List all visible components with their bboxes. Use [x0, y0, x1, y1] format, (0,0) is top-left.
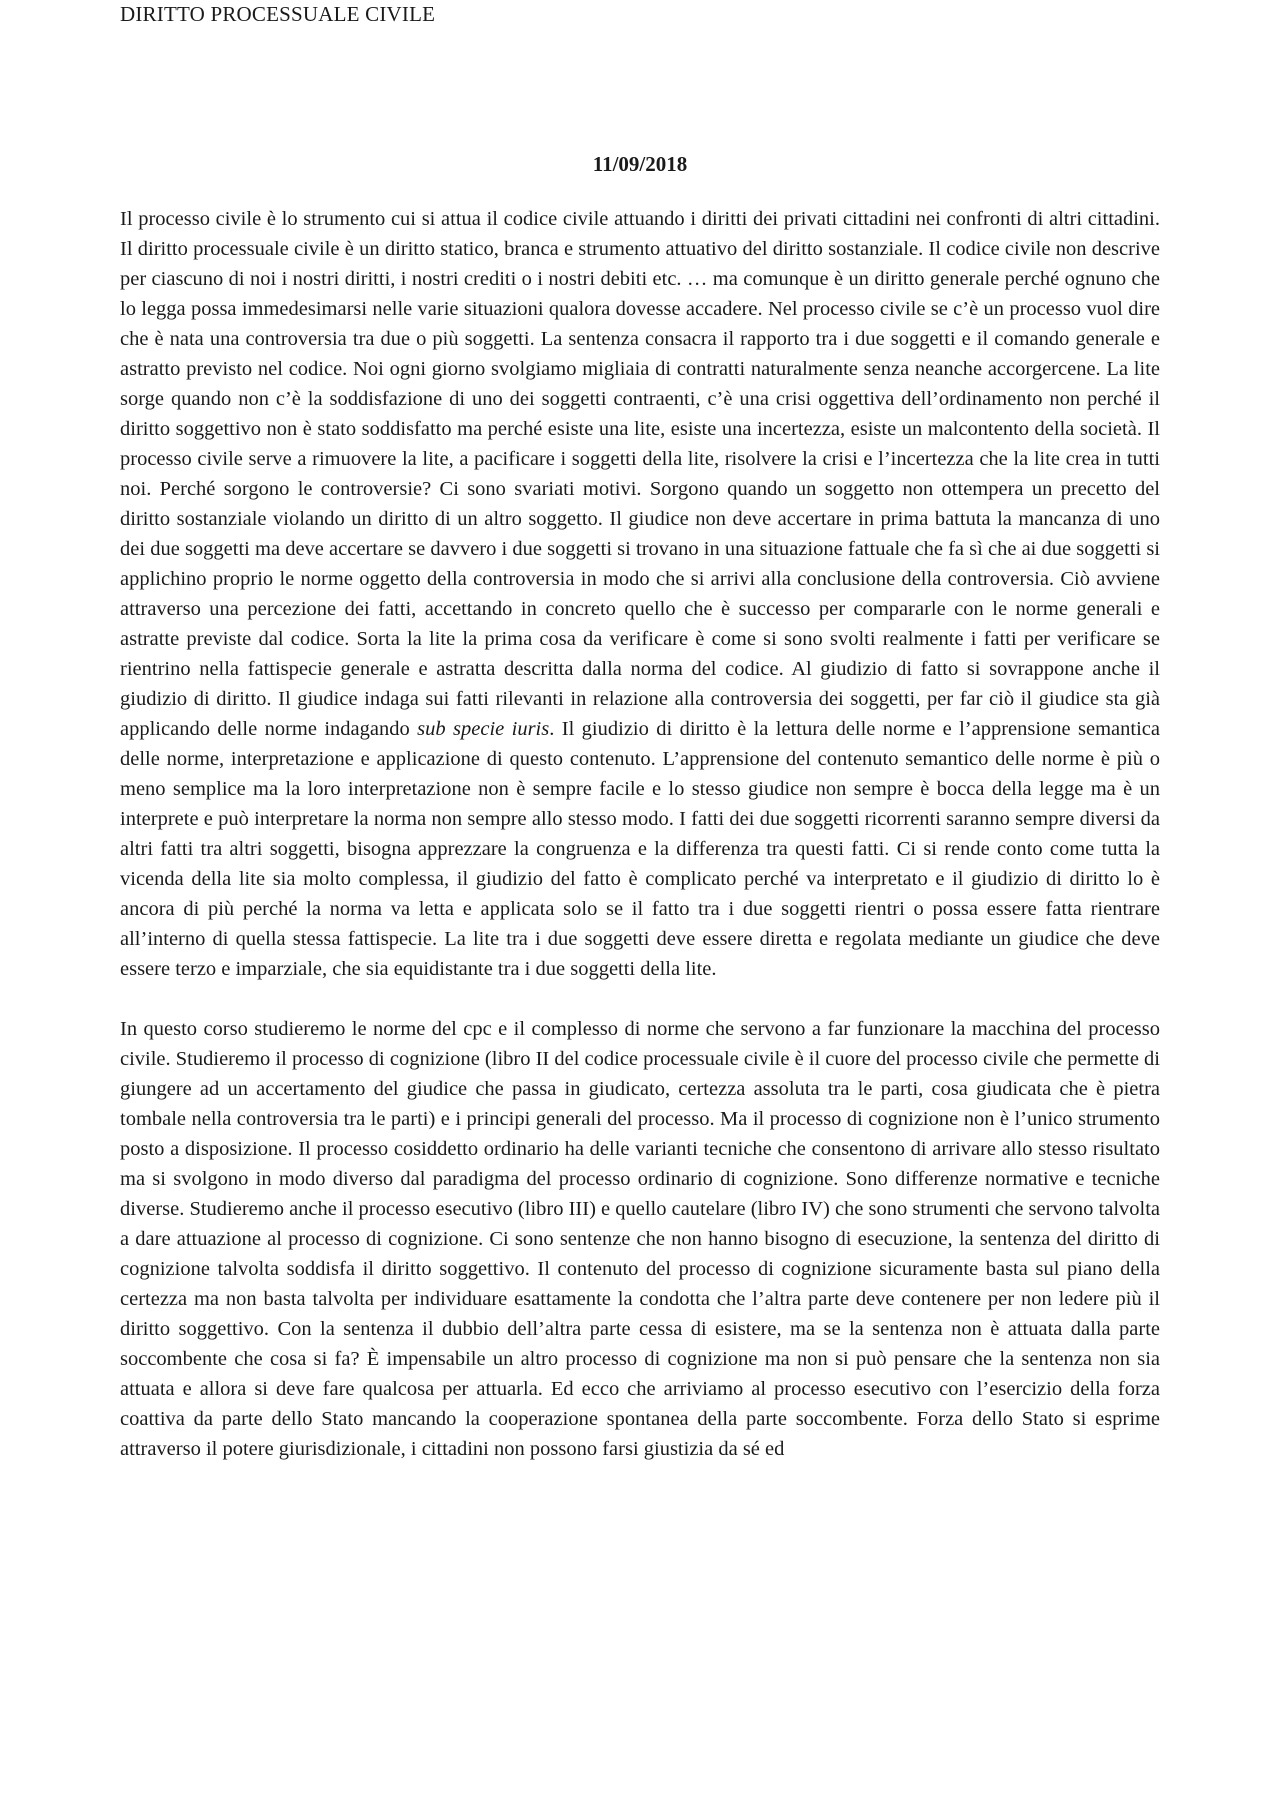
running-header: DIRITTO PROCESSUALE CIVILE — [120, 2, 436, 26]
lecture-date-heading: 11/09/2018 — [592, 152, 688, 176]
paragraph-2 — [120, 1014, 1160, 1464]
paragraph-1-text-before-italic: Il processo civile è lo strumento cui si attua il codice civile attuando i diritti dei privati cittadini nei confronti di altri cittadini. Il diritto processuale civile è un diritto statico, branca e strumento attuativo del diritto sostanziale. Il codice civile non descrive per ciascuno di noi i nostri diritti, i nostri crediti o i nostri debiti etc. … ma comunque è un diritto generale perché ognuno che lo legga possa immedesimarsi nelle varie situazioni qualora dovesse accadere. Nel processo civile se c’è un processo vuol dire che è nata una controversia tra due o più soggetti. La sentenza consacra il rapporto tra i due soggetti e il comando generale e astratto previsto nel codice. Noi ogni giorno svolgiamo migliaia di contratti naturalmente senza neanche accorgercene. La lite sorge quando non c’è la soddisfazione di uno dei soggetti contraenti, c’è una crisi oggettiva dell’ordinamento non perché il diritto soggettivo non è stato soddisfatto ma perché esiste una lite, esiste una incertezza, esiste un malcontento della società. Il processo civile serve a rimuovere la lite, a pacificare i soggetti della lite, risolvere la crisi e l’incertezza che la lite crea in tutti noi. Perché sorgono le controversie? Ci sono svariati motivi. Sorgono quando un soggetto non ottempera un precetto del diritto sostanziale violando un diritto di un altro soggetto. Il giudice non deve accertare in prima battuta la mancanza di uno dei due soggetti ma deve accertare se davvero i due soggetti si trovano in una situazione fattuale che fa sì che ai due soggetti si applichino proprio le norme oggetto della controversia in modo che si arrivi alla conclusione della controversia. Ciò avviene attraverso una percezione dei fatti, accettando in concreto quello che è successo per compararle con le norme generali e astratte previste dal codice. Sorta la lite la prima cosa da verificare è come si sono svolti realmente i fatti per verificare se rientrino nella fattispecie generale e astratta descritta dalla norma del codice. Al giudizio di fatto si sovrappone anche il giudizio di diritto. Il giudice indaga sui fatti rilevanti in relazione alla controversia dei soggetti, per far ciò il giudice sta già applicando delle norme indagando — [120, 208, 1160, 740]
latin-phrase: sub specie iuris — [417, 718, 550, 740]
paragraph-1 — [120, 204, 1160, 984]
paragraph-1-text-after-italic: . Il giudizio di diritto è la lettura delle norme e l’apprensione semantica delle norme, interpretazione e applicazione di questo contenuto. L’apprensione del contenuto semantico delle norme è più o meno semplice ma la loro interpretazione non è sempre facile e lo stesso giudice non sempre è bocca della legge ma è un interprete e può interpretare la norma non sempre allo stesso modo. I fatti dei due soggetti ricorrenti saranno sempre diversi da altri fatti tra altri soggetti, bisogna apprezzare la congruenza e la differenza tra questi fatti. Ci si rende conto come tutta la vicenda della lite sia molto complessa, il giudizio del fatto è complicato perché va interpretato e il giudizio di diritto lo è ancora di più perché la norma va letta e applicata solo se il fatto tra i due soggetti rientri o possa essere fatta rientrare all’interno di quella stessa fattispecie. La lite tra i due soggetti deve essere diretta e regolata mediante un giudice che deve essere terzo e imparziale, che sia equidistante tra i due soggetti della lite. — [120, 718, 1160, 980]
document-body — [120, 204, 1160, 1464]
paragraph-2-text: In questo corso studieremo le norme del cpc e il complesso di norme che servono a far funzionare la macchina del processo civile. Studieremo il processo di cognizione (libro II del codice processuale civile è il cuore del processo civile che permette di giungere ad un accertamento del giudice che passa in giudicato, certezza assoluta tra le parti, cosa giudicata che è pietra tombale nella controversia tra le parti) e i principi generali del processo. Ma il processo di cognizione non è l’unico strumento posto a disposizione. Il processo cosiddetto ordinario ha delle varianti tecniche che consentono di arrivare allo stesso risultato ma si svolgono in modo diverso dal paradigma del processo ordinario di cognizione. Sono differenze normative e tecniche diverse. Studieremo anche il processo esecutivo (libro III) e quello cautelare (libro IV) che sono strumenti che servono talvolta a dare attuazione al processo di cognizione. Ci sono sentenze che non hanno bisogno di esecuzione, la sentenza del diritto di cognizione talvolta soddisfa il diritto soggettivo. Il contenuto del processo di cognizione sicuramente basta sul piano della certezza ma non basta talvolta per individuare esattamente la condotta che l’altra parte deve contenere per non ledere più il diritto soggettivo. Con la sentenza il dubbio dell’altra parte cessa di esistere, ma se la sentenza non è attuata dalla parte soccombente che cosa si fa? È impensabile un altro processo di cognizione ma non si può pensare che la sentenza non sia attuata e allora si deve fare qualcosa per attuarla. Ed ecco che arriviamo al processo esecutivo con l’esercizio della forza coattiva da parte dello Stato mancando la cooperazione spontanea della parte soccombente. Forza dello Stato si esprime attraverso il potere giurisdizionale, i cittadini non possono farsi giustizia da sé ed — [120, 1018, 1161, 1460]
